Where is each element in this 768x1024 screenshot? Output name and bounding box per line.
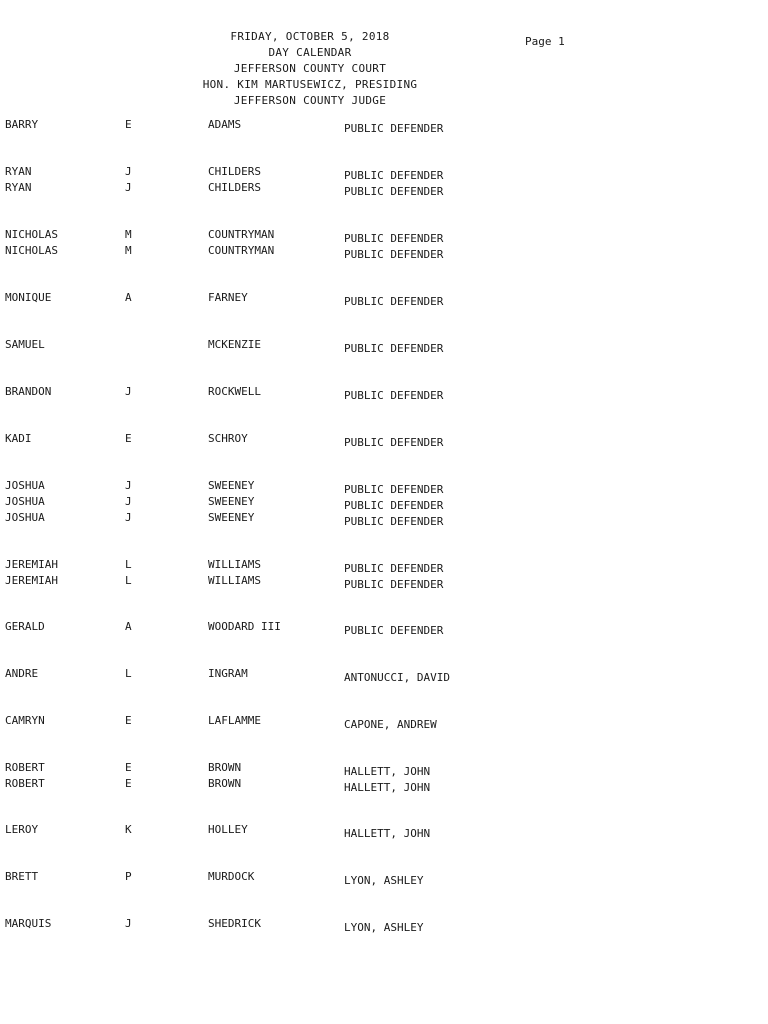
case-row [0,118,768,134]
attorney-name: PUBLIC DEFENDER [344,342,444,355]
defendant-middle-initial: P [125,870,132,883]
case-group [0,338,768,354]
case-row [0,291,768,307]
attorney-name: PUBLIC DEFENDER [344,122,444,135]
defendant-middle-initial: J [125,165,132,178]
defendant-last-name: BROWN [208,777,242,790]
case-group [0,761,768,793]
defendant-first-name: BRETT [5,870,39,883]
defendant-last-name: SWEENEY [208,495,255,508]
case-group [0,479,768,527]
case-group [0,667,768,683]
defendant-first-name: SAMUEL [5,338,45,351]
case-row [0,511,768,527]
defendant-middle-initial: J [125,479,132,492]
case-group [0,558,768,590]
attorney-name: PUBLIC DEFENDER [344,169,444,182]
defendant-last-name: FARNEY [208,291,248,304]
defendant-first-name: GERALD [5,620,45,633]
defendant-first-name: LEROY [5,823,39,836]
defendant-last-name: CHILDERS [208,165,261,178]
case-row [0,385,768,401]
defendant-middle-initial: K [125,823,132,836]
defendant-middle-initial: M [125,228,132,241]
case-group [0,165,768,197]
case-row [0,479,768,495]
attorney-name: ANTONUCCI, DAVID [344,671,450,684]
case-group [0,385,768,401]
case-group [0,228,768,260]
case-row [0,181,768,197]
case-row [0,823,768,839]
attorney-name: PUBLIC DEFENDER [344,578,444,591]
defendant-middle-initial: A [125,291,132,304]
case-row [0,870,768,886]
attorney-name: PUBLIC DEFENDER [344,562,444,575]
case-row [0,244,768,260]
defendant-first-name: NICHOLAS [5,244,58,257]
defendant-middle-initial: J [125,511,132,524]
attorney-name: HALLETT, JOHN [344,781,431,794]
defendant-last-name: COUNTRYMAN [208,228,275,241]
defendant-middle-initial: E [125,432,132,445]
attorney-name: HALLETT, JOHN [344,765,431,778]
case-group [0,620,768,636]
defendant-first-name: MARQUIS [5,917,52,930]
defendant-first-name: JOSHUA [5,511,45,524]
case-row [0,777,768,793]
defendant-last-name: INGRAM [208,667,248,680]
attorney-name: PUBLIC DEFENDER [344,295,444,308]
case-group [0,917,768,933]
defendant-first-name: KADI [5,432,32,445]
defendant-last-name: WOODARD III [208,620,281,633]
defendant-last-name: SWEENEY [208,511,255,524]
defendant-first-name: JOSHUA [5,495,45,508]
case-group [0,291,768,307]
defendant-middle-initial: A [125,620,132,633]
defendant-last-name: WILLIAMS [208,558,261,571]
defendant-first-name: BRANDON [5,385,52,398]
defendant-first-name: JOSHUA [5,479,45,492]
defendant-middle-initial: E [125,761,132,774]
attorney-name: PUBLIC DEFENDER [344,185,444,198]
presiding-judge: HON. KIM MARTUSEWICZ, PRESIDING [202,78,418,91]
defendant-middle-initial: E [125,118,132,131]
attorney-name: PUBLIC DEFENDER [344,232,444,245]
attorney-name: LYON, ASHLEY [344,921,424,934]
defendant-first-name: RYAN [5,181,32,194]
defendant-last-name: SCHROY [208,432,248,445]
defendant-first-name: ANDRE [5,667,39,680]
defendant-middle-initial: E [125,714,132,727]
attorney-name: LYON, ASHLEY [344,874,424,887]
attorney-name: PUBLIC DEFENDER [344,483,444,496]
defendant-last-name: ADAMS [208,118,242,131]
attorney-name: PUBLIC DEFENDER [344,248,444,261]
attorney-name: CAPONE, ANDREW [344,718,437,731]
defendant-last-name: LAFLAMME [208,714,261,727]
defendant-last-name: MURDOCK [208,870,255,883]
case-row [0,432,768,448]
defendant-first-name: MONIQUE [5,291,52,304]
attorney-name: PUBLIC DEFENDER [344,515,444,528]
defendant-middle-initial: M [125,244,132,257]
case-row [0,761,768,777]
case-group [0,118,768,134]
defendant-middle-initial: J [125,917,132,930]
judge-title: JEFFERSON COUNTY JUDGE [233,94,387,107]
case-group [0,432,768,448]
defendant-first-name: CAMRYN [5,714,45,727]
attorney-name: PUBLIC DEFENDER [344,499,444,512]
case-row [0,228,768,244]
defendant-last-name: WILLIAMS [208,574,261,587]
defendant-last-name: HOLLEY [208,823,248,836]
defendant-middle-initial: J [125,385,132,398]
defendant-last-name: SWEENEY [208,479,255,492]
calendar-date: FRIDAY, OCTOBER 5, 2018 [230,30,390,43]
defendant-middle-initial: E [125,777,132,790]
defendant-last-name: COUNTRYMAN [208,244,275,257]
defendant-first-name: RYAN [5,165,32,178]
defendant-last-name: ROCKWELL [208,385,261,398]
page-number: Page 1 [525,35,565,48]
defendant-middle-initial: L [125,558,132,571]
defendant-middle-initial: L [125,667,132,680]
case-group [0,714,768,730]
case-row [0,620,768,636]
attorney-name: PUBLIC DEFENDER [344,389,444,402]
defendant-first-name: JEREMIAH [5,574,58,587]
case-row [0,714,768,730]
case-row [0,558,768,574]
defendant-first-name: JEREMIAH [5,558,58,571]
defendant-middle-initial: L [125,574,132,587]
defendant-first-name: ROBERT [5,761,45,774]
case-row [0,667,768,683]
attorney-name: PUBLIC DEFENDER [344,624,444,637]
defendant-middle-initial: J [125,181,132,194]
case-group [0,823,768,839]
defendant-last-name: MCKENZIE [208,338,261,351]
defendant-last-name: BROWN [208,761,242,774]
calendar-type: DAY CALENDAR [268,46,352,59]
case-row [0,574,768,590]
case-group [0,870,768,886]
case-row [0,338,768,354]
defendant-last-name: CHILDERS [208,181,261,194]
court-name: JEFFERSON COUNTY COURT [233,62,387,75]
attorney-name: HALLETT, JOHN [344,827,431,840]
case-row [0,165,768,181]
defendant-last-name: SHEDRICK [208,917,261,930]
defendant-first-name: NICHOLAS [5,228,58,241]
defendant-first-name: ROBERT [5,777,45,790]
case-row [0,917,768,933]
defendant-first-name: BARRY [5,118,39,131]
case-row [0,495,768,511]
attorney-name: PUBLIC DEFENDER [344,436,444,449]
defendant-middle-initial: J [125,495,132,508]
